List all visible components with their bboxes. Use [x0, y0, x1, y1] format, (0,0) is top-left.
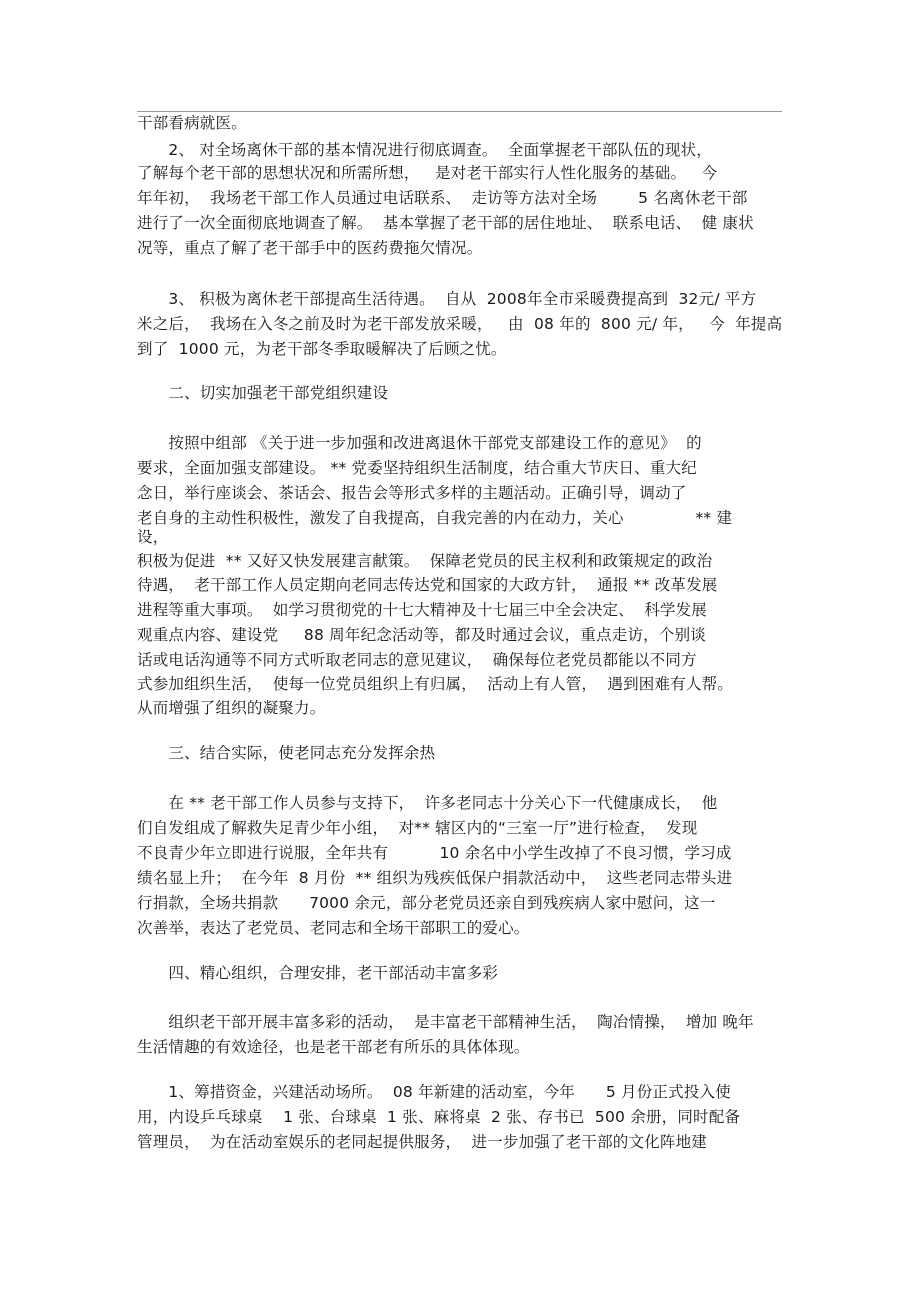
section-heading: 四、精心组织，合理安排，老干部活动丰富多彩: [137, 964, 499, 982]
text-line: 到了 1000 元，为老干部冬季取暖解决了后顾之忧。: [137, 340, 507, 358]
text-line: 们自发组成了解救失足青少年小组， 对** 辖区内的“三室一厅”进行检查， 发现: [137, 819, 698, 837]
text-line: 进程等重大事项。 如学习贯彻党的十七大精神及十七届三中全会决定、 科学发展: [137, 601, 708, 619]
text-line: 在 ** 老干部工作人员参与支持下， 许多老同志十分关心下一代健康成长， 他: [137, 794, 718, 812]
text-line: 念日，举行座谈会、茶话会、报告会等形式多样的主题活动。正确引导，调动了: [137, 484, 687, 502]
text-line: 了解每个老干部的思想状况和所需所想， 是对老干部实行人性化服务的基础。 今: [137, 164, 718, 182]
text-line: 行捐款，全场共捐款 7000 余元，部分老党员还亲自到残疾病人家中慰问，这一: [137, 894, 716, 912]
text-line: 年年初， 我场老干部工作人员通过电话联系、 走访等方法对全场 5 名离休老干部: [137, 189, 748, 207]
text-line: 米之后， 我场在入冬之前及时为老干部发放采暖， 由 08 年的 800 元/ 年， 今 年提高: [137, 315, 783, 333]
text-line: 老自身的主动性积极性，激发了自我提高，自我完善的内在动力，关心 ** 建: [137, 509, 733, 527]
text-line: 不良青少年立即进行说服，全年共有 10 余名中小学生改掉了不良习惯，学习成: [137, 844, 732, 862]
text-line: 从而增强了组织的凝聚力。: [137, 699, 326, 717]
text-line: 式参加组织生活， 使每一位党员组织上有归属， 活动上有人管， 遇到困难有人帮。: [137, 675, 733, 693]
text-line: 组织老干部开展丰富多彩的活动， 是丰富老干部精神生活， 陶冶情操， 增加 晚年: [137, 1013, 754, 1031]
text-line: 观重点内容、建设党 88 周年纪念活动等，都及时通过会议，重点走访，个别谈: [137, 626, 706, 644]
text-line: 次善举，表达了老党员、老同志和全场干部职工的爱心。: [137, 919, 530, 937]
text-line: 待遇， 老干部工作人员定期向老同志传达党和国家的大政方针， 通报 ** 改革发展: [137, 576, 718, 594]
text-line: 设，: [137, 528, 169, 546]
text-line: 况等，重点了解了老干部手中的医药费拖欠情况。: [137, 239, 483, 257]
section-heading: 二、切实加强老干部党组织建设: [137, 384, 389, 402]
text-line: 3、 积极为离休老干部提高生活待遇。 自从 2008年全市采暖费提高到 32元/ 平方: [137, 290, 757, 308]
header-rule: [137, 111, 782, 112]
text-line: 1、筹措资金，兴建活动场所。 08 年新建的活动室，今年 5 月份正式投入使: [137, 1083, 731, 1101]
text-line: 要求，全面加强支部建设。 ** 党委坚持组织生活制度，结合重大节庆日、重大纪: [137, 459, 697, 477]
text-line: 2、 对全场离休干部的基本情况进行彻底调查。 全面掌握老干部队伍的现状，: [137, 141, 712, 159]
text-line: 进行了一次全面彻底地调查了解。 基本掌握了老干部的居住地址、 联系电话、 健 康状: [137, 214, 754, 232]
text-line: 用，内设乒乓球桌 1 张、台球桌 1 张、麻将桌 2 张、存书已 500 余册，同时配备: [137, 1108, 741, 1126]
text-line: 干部看病就医。: [137, 114, 247, 132]
section-heading: 三、结合实际，使老同志充分发挥余热: [137, 744, 436, 762]
text-line: 话或电话沟通等不同方式听取老同志的意见建议， 确保每位老党员都能以不同方: [137, 651, 697, 669]
text-line: 管理员， 为在活动室娱乐的老同起提供服务， 进一步加强了老干部的文化阵地建: [137, 1133, 708, 1151]
text-line: 生活情趣的有效途径，也是老干部老有所乐的具体体现。: [137, 1038, 530, 1056]
text-line: 绩名显上升； 在今年 8 月份 ** 组织为残疾低保户捐款活动中， 这些老同志带头进: [137, 869, 733, 887]
text-line: 按照中组部 《关于进一步加强和改进离退休干部党支部建设工作的意见》 的: [137, 434, 702, 452]
text-line: 积极为促进 ** 又好又快发展建言献策。 保障老党员的民主权利和政策规定的政治: [137, 552, 713, 570]
